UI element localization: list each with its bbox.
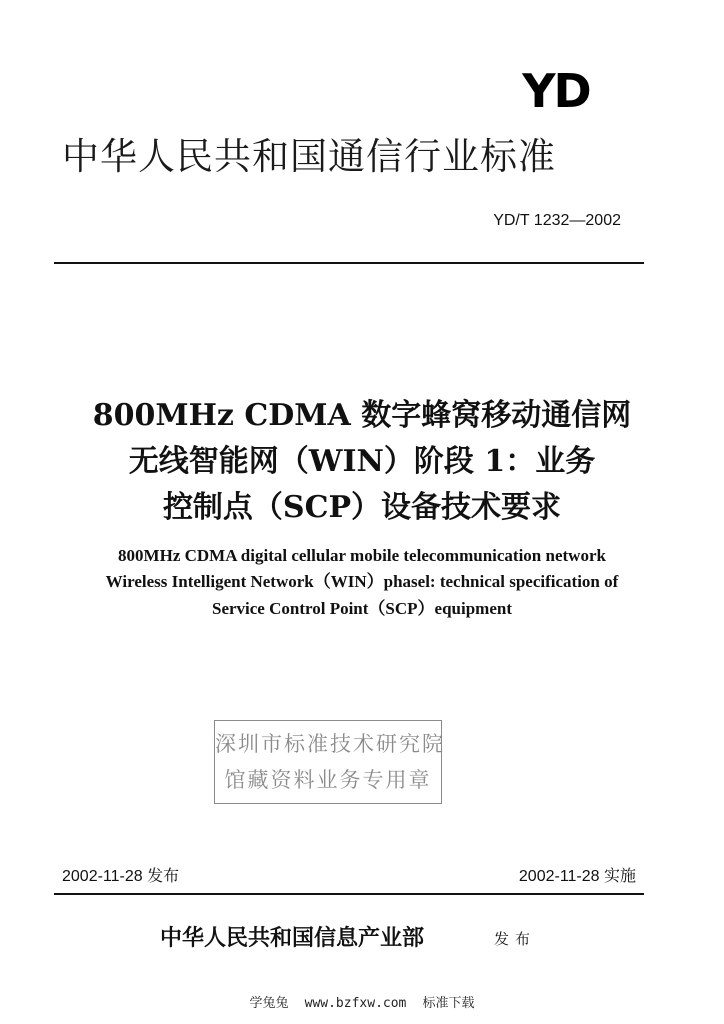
org-title: 中华人民共和国通信行业标准 <box>62 135 556 178</box>
footer-divider <box>54 893 644 895</box>
site-tagline: 标准下载 <box>422 996 475 1011</box>
site-url[interactable]: www.bzfxw.com <box>304 996 407 1011</box>
title-cn-line-1: 800MHz CDMA 数字蜂窝移动通信网 <box>92 398 632 433</box>
effective-date: 2002-11-28 实施 <box>518 868 636 885</box>
issue-label: 发布 <box>494 930 537 948</box>
library-stamp <box>214 720 445 804</box>
header-divider <box>54 262 644 264</box>
title-cn-line-3: 控制点（SCP）设备技术要求 <box>162 490 562 525</box>
title-en-line-1: 800MHz CDMA digital cellular mobile telecommunication network <box>118 546 606 565</box>
site-name: 学兔兔 <box>249 996 289 1011</box>
publish-date: 2002-11-28 发布 <box>62 868 180 885</box>
title-en-line-2: Wireless Intelligent Network（WIN）phasel: technical specification of <box>105 572 619 591</box>
issuing-authority: 中华人民共和国信息产业部 <box>160 925 425 951</box>
title-cn-line-2: 无线智能网（WIN）阶段 1：业务 <box>128 444 596 479</box>
stamp-line-2: 馆藏资料业务专用章 <box>224 768 432 792</box>
yd-logo: YD <box>522 64 590 118</box>
site-footer <box>0 994 724 1014</box>
stamp-line-1: 深圳市标准技术研究院 <box>215 732 445 756</box>
title-en-line-3: Service Control Point（SCP）equipment <box>211 599 512 618</box>
standard-number: YD/T 1232—2002 <box>493 212 621 229</box>
